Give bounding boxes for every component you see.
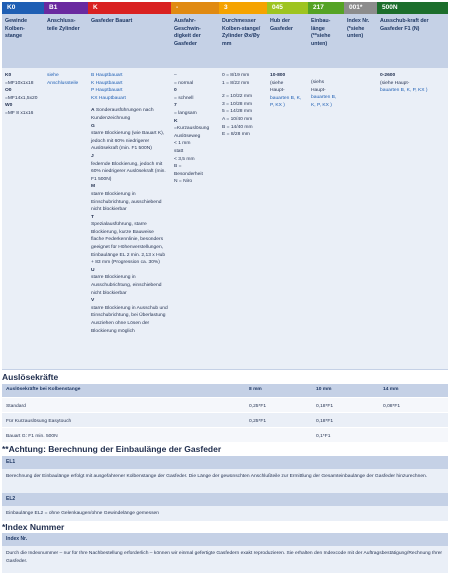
code-b1: B1 xyxy=(44,2,88,14)
col-ausschubkraft xyxy=(377,68,448,369)
table-cell: Bauart G: F1 min. 500N xyxy=(6,434,58,439)
bauart-code: G xyxy=(91,123,95,129)
table-cell: 0,1*F1 xyxy=(316,434,331,439)
el2-box xyxy=(2,493,448,521)
diameter-item: E = 8/28 mm xyxy=(222,132,250,138)
thread-value: =MF 8 x1x16 xyxy=(5,110,34,116)
code-001: 001* xyxy=(344,2,377,14)
speed-item: = normal xyxy=(174,80,194,86)
table-cell xyxy=(245,428,312,442)
bauart-desc: starre Blockierung in Ausschub und Einschubrichtung, bei Überlastung Ausziehen ohne Lösen der Blockierung möglich xyxy=(91,305,168,334)
table-row xyxy=(2,398,448,413)
bauart-desc: A Sonderausführungen nach Kundenzeichnung xyxy=(91,108,154,121)
bauart-code: T xyxy=(91,214,94,220)
bauart-code: J xyxy=(91,153,94,159)
table-cell: 0,18*F1 xyxy=(316,404,334,409)
bauart-desc: starre Blockierung in Einschubrichtung, ausschiebend nicht blockierbar xyxy=(91,191,162,213)
table-row xyxy=(2,413,448,428)
stroke-note: Haupt- xyxy=(270,88,285,94)
header-anschluss: Anschluss-teile Zylinder xyxy=(47,18,80,32)
code-k: K xyxy=(88,2,171,14)
length-note: (siehs xyxy=(311,80,325,85)
header-bauart: Gasfeder Bauart xyxy=(91,18,133,24)
index-box xyxy=(2,533,448,573)
table-cell: 0,25*F1 xyxy=(249,404,267,409)
speed-item: =Kurzauslösung xyxy=(174,126,210,132)
col-gewinde xyxy=(2,68,44,369)
bauart-desc: federnde Blockierung, jedoch mit 60% niedrigerer Auslösekraft (min. F1 500N) xyxy=(91,161,166,182)
speed-item: < 3,5 mm xyxy=(174,156,195,162)
thread-code: K0 xyxy=(5,73,12,78)
diameter-item: A = 10/40 mm xyxy=(222,116,253,122)
stroke-link[interactable]: bauarten B, K, P, KX ) xyxy=(270,95,302,109)
speed-item: = langsam xyxy=(174,110,197,116)
release-header-cell: Auslösekräfte bei Kolbenstange xyxy=(6,387,81,392)
force-value: 0-2600 xyxy=(380,73,396,78)
bauart-desc: starre Blockierung in Ausschubrichtung, einschiebend nicht blockierbar xyxy=(91,275,162,296)
header-hub: Hub der Gasfeder xyxy=(270,18,293,32)
col-index xyxy=(344,68,377,369)
length-link[interactable]: bauarten B, K, P, KX ) xyxy=(311,95,337,108)
col-bauart xyxy=(88,68,171,369)
speed-item: B = xyxy=(174,164,182,170)
table-cell: Für Kurzauslösung Easytouch xyxy=(6,419,72,424)
bauart-code: M xyxy=(91,184,96,190)
table-cell: 0,08*F1 xyxy=(383,404,401,409)
speed-item: Besonderheit xyxy=(174,171,203,177)
code-dash: - xyxy=(171,2,219,14)
table-header xyxy=(2,14,448,68)
speed-item: – xyxy=(174,73,177,78)
length-note: Haupt- xyxy=(311,87,326,93)
bauart-code: U xyxy=(91,267,95,273)
code-217: 217 xyxy=(308,2,344,14)
thread-code: O0 xyxy=(5,88,12,94)
bauart-desc: Spezialausführung, starre Blockierung, kurze Bauweise flache Federkennlinie, besonders geeignet für Höhenverstellungen, Einbaulänge EL 2 min. 2,13 x Hub + 83 mm (Progression ca. 30%) xyxy=(91,222,166,266)
header-geschwindigkeit: Ausfahr-Geschwin-digkeit der Gasfeder xyxy=(174,18,201,48)
bauart-code: V xyxy=(91,298,95,304)
thread-value: =MF10x1x18 xyxy=(5,80,34,86)
table-cell xyxy=(379,428,448,442)
speed-item: Auslöseweg xyxy=(174,133,201,139)
table-body xyxy=(2,68,448,370)
spacer xyxy=(311,72,341,79)
bauart-desc: starre Blockierung (wie Bauart K), jedoch mit 60% niedrigerer Auslösekraft (min. F1 500N) xyxy=(91,131,165,152)
diameter-item: 3 = 10/28 mm xyxy=(222,101,253,107)
header-durchmesser: Durchmesser Kolben-stange/ Zylinder Øx/Øy mm xyxy=(222,18,261,48)
header-einbaulaenge: Einbau-länge (**siehe unten) xyxy=(311,18,331,48)
code-500n: 500N xyxy=(377,2,448,14)
speed-item: K xyxy=(174,118,178,124)
release-header-cell: 10 mm xyxy=(316,387,332,392)
index-label: Index Nr. xyxy=(2,533,448,546)
stroke-value: 10-800 xyxy=(270,73,286,78)
release-header-cell: 14 mm xyxy=(383,387,399,392)
anschluss-link[interactable]: siehe xyxy=(47,73,59,78)
bauart-link-p[interactable]: P Hauptbauart xyxy=(91,88,123,94)
thread-code: W0 xyxy=(5,103,13,109)
release-title: Auslösekräfte xyxy=(2,372,59,382)
col-durchmesser xyxy=(219,68,267,369)
header-index: Index Nr. (*siehe unten) xyxy=(347,18,370,40)
code-bar xyxy=(2,2,448,14)
force-note: (siehe Haupt- xyxy=(380,80,410,86)
table-cell: Standard xyxy=(6,404,26,409)
index-text: Durch die Indexnummer – nur für Ihre Nachbestellung erforderlich – können wir einmal gefertigte Gasfedern exakt reproduzieren. Sie erhalten den Indexcode mit der Auftragsbestätigung/Rechnung Ihrer Gasfeder. xyxy=(2,546,448,573)
el1-box xyxy=(2,456,448,493)
speed-item: 0 xyxy=(174,88,177,94)
bauart-link-b[interactable]: B Hauptbauart xyxy=(91,73,123,78)
stroke-note: (siehe xyxy=(270,80,284,86)
speed-item: N = Niro xyxy=(174,179,193,185)
index-title: *Index Nummer xyxy=(2,522,65,532)
diameter-item: 1 = 8/22 mm xyxy=(222,80,250,86)
col-einbaulaenge xyxy=(308,68,344,369)
col-anschluss xyxy=(44,68,88,369)
header-ausschubkraft: Ausschub-kraft der Gasfeder F1 (N) xyxy=(380,18,429,32)
diameter-item: 0 = 8/19 mm xyxy=(222,73,250,78)
code-3: 3 xyxy=(219,2,267,14)
table-row xyxy=(2,428,448,443)
bauart-link-k[interactable]: K Hauptbauart xyxy=(91,80,123,86)
diameter-item: 5 = 14/28 mm xyxy=(222,109,253,115)
header-gewinde: Gewinde Kolben-stange xyxy=(5,18,28,40)
table-cell xyxy=(379,413,448,427)
bauart-link-kx[interactable]: KX Hauptbauart xyxy=(91,95,126,101)
col-hub xyxy=(267,68,308,369)
anschluss-link[interactable]: Anschlussteile xyxy=(47,80,79,86)
el2-text: Einbaulänge EL2 = ohne Gelenkaugen/ohne Gewindelänge gemessen xyxy=(2,506,448,521)
diameter-item: 2 = 10/22 mm xyxy=(222,94,253,100)
table-cell: 0,18*F1 xyxy=(316,419,334,424)
el1-label: EL1 xyxy=(2,456,448,469)
thread-value: =MF14x1,5x20 xyxy=(5,95,38,101)
release-table xyxy=(2,384,448,443)
speed-item: < 1 mm xyxy=(174,141,191,147)
release-header-cell: 8 mm xyxy=(249,387,262,392)
speed-item: statt xyxy=(174,148,184,154)
release-header-row xyxy=(2,384,448,398)
speed-item: = schnell xyxy=(174,95,194,101)
el2-label: EL2 xyxy=(2,493,448,506)
table-cell: 0,25*F1 xyxy=(249,419,267,424)
code-045: 045 xyxy=(267,2,308,14)
speed-item: 7 xyxy=(174,103,177,109)
col-geschwindigkeit xyxy=(171,68,219,369)
install-title: **Achtung: Berechnung der Einbaulänge der Gasfeder xyxy=(2,444,222,454)
diameter-item: B = 14/40 mm xyxy=(222,124,253,130)
code-k0: K0 xyxy=(2,2,44,14)
el1-text: Berechnung der Einbaulänge erfolgt mit ausgefahrener Kolbenstange der Gasfeder. Die Länge der gewünschten Anschlußteile zur Ermittlung der Gesamteinbaulänge der Gasfeder hinzurechnen. xyxy=(2,469,448,493)
force-link[interactable]: bauarten B, K, P, KX ) xyxy=(380,88,428,94)
